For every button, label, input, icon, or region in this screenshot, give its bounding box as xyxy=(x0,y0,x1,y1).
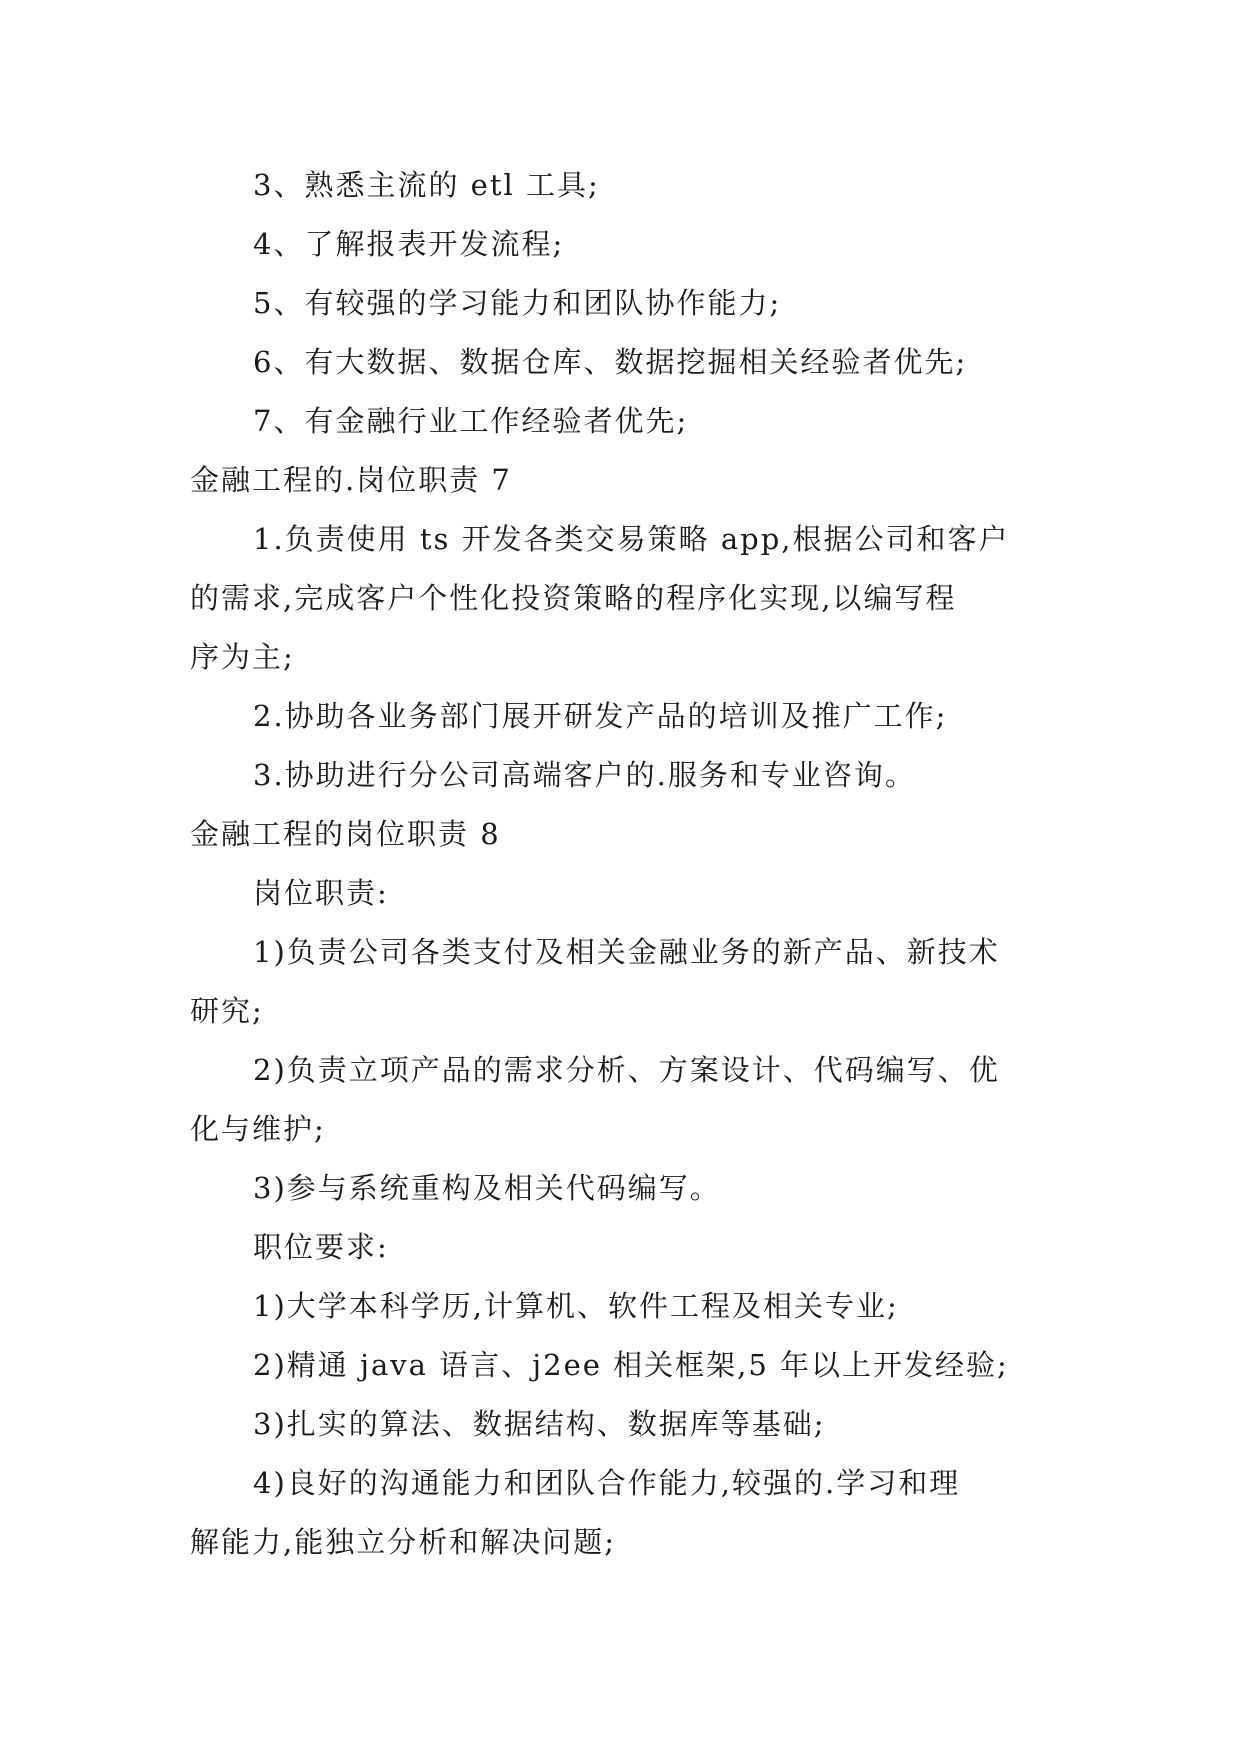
duty-item-1: 1.负责使用 ts 开发各类交易策略 app,根据公司和客户 xyxy=(253,522,1010,556)
duty-8-item-2-cont: 化与维护; xyxy=(190,1112,326,1146)
duty-8-item-3: 3)参与系统重构及相关代码编写。 xyxy=(253,1171,721,1205)
requirement-item-4: 4、了解报表开发流程; xyxy=(253,227,565,261)
requirement-item-6: 6、有大数据、数据仓库、数据挖掘相关经验者优先; xyxy=(253,345,968,379)
requirement-item-5: 5、有较强的学习能力和团队协作能力; xyxy=(253,286,782,320)
duty-item-1-cont: 的需求,完成客户个性化投资策略的程序化实现,以编写程 xyxy=(190,581,957,615)
section-heading-7: 金融工程的.岗位职责 7 xyxy=(190,463,512,497)
duty-item-1-cont-2: 序为主; xyxy=(190,640,295,674)
duties-subheading: 岗位职责: xyxy=(253,876,389,910)
duty-8-item-1-cont: 研究; xyxy=(190,994,264,1028)
requirements-subheading: 职位要求: xyxy=(253,1230,389,1264)
req-8-item-3: 3)扎实的算法、数据结构、数据库等基础; xyxy=(253,1407,826,1441)
req-8-item-4: 4)良好的沟通能力和团队合作能力,较强的.学习和理 xyxy=(253,1466,961,1500)
duty-item-3: 3.协助进行分公司高端客户的.服务和专业咨询。 xyxy=(253,758,916,792)
duty-8-item-2: 2)负责立项产品的需求分析、方案设计、代码编写、优 xyxy=(253,1053,1000,1087)
duty-8-item-1: 1)负责公司各类支付及相关金融业务的新产品、新技术 xyxy=(253,935,1000,969)
requirement-item-7: 7、有金融行业工作经验者优先; xyxy=(253,404,689,438)
requirement-item-3: 3、熟悉主流的 etl 工具; xyxy=(253,168,600,202)
duty-item-2: 2.协助各业务部门展开研发产品的培训及推广工作; xyxy=(253,699,948,733)
section-heading-8: 金融工程的岗位职责 8 xyxy=(190,817,501,851)
req-8-item-2: 2)精通 java 语言、j2ee 相关框架,5 年以上开发经验; xyxy=(253,1348,1009,1382)
req-8-item-4-cont: 解能力,能独立分析和解决问题; xyxy=(190,1525,616,1559)
req-8-item-1: 1)大学本科学历,计算机、软件工程及相关专业; xyxy=(253,1289,899,1323)
